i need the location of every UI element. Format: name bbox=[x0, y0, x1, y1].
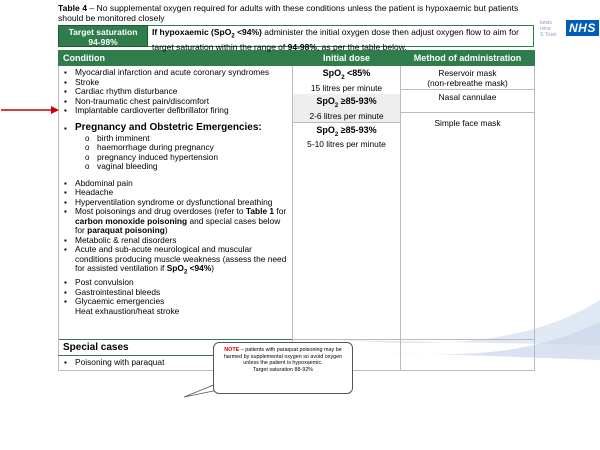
other-conditions-list bbox=[63, 179, 288, 317]
neuro-bold: SpO bbox=[166, 263, 184, 273]
neuro-sub: 2 bbox=[183, 269, 188, 276]
dose-1-sub: 2 bbox=[341, 74, 345, 81]
method-3-name: Simple face mask bbox=[434, 118, 501, 128]
poison-text-4: ) bbox=[164, 225, 168, 235]
caption-text: – No supplemental oxygen required for adults with these conditions unless the patient is hypoxaemic but patients should be monitored closely bbox=[58, 3, 519, 23]
trust-name: lands rvice S Trust bbox=[540, 20, 556, 38]
condition-item: ▪ Glycaemic emergencies bbox=[63, 297, 288, 307]
target-saturation-row bbox=[58, 25, 534, 52]
target-text-pre: If hypoxaemic (SpO bbox=[152, 27, 232, 37]
pregnancy-item: o vaginal bleeding bbox=[85, 162, 288, 172]
special-item-method bbox=[401, 356, 535, 371]
target-text-mid: <94%) bbox=[234, 27, 262, 37]
condition-item: ▪ Gastrointestinal bleeds bbox=[63, 288, 288, 298]
condition-item: ▪ Cardiac rhythm disturbance bbox=[63, 87, 288, 97]
nhs-logo: NHS bbox=[566, 20, 599, 36]
oxygen-table bbox=[58, 50, 535, 371]
special-empty-method bbox=[401, 340, 535, 356]
method-3 bbox=[401, 112, 534, 129]
conditions-cell bbox=[59, 66, 293, 340]
pregnancy-list bbox=[85, 134, 288, 172]
target-range: 94-98% bbox=[88, 37, 118, 47]
dose-3-flow: 5-10 litres per minute bbox=[307, 139, 386, 150]
dose-block-3 bbox=[293, 122, 400, 151]
method-1 bbox=[401, 66, 534, 89]
neuro-end: ) bbox=[211, 263, 215, 273]
condition-item: ▪ Non-traumatic chest pain/discomfort bbox=[63, 97, 288, 107]
method-2 bbox=[401, 89, 534, 112]
target-text-end: , as per the table below. bbox=[316, 41, 407, 52]
poison-bold-2: carbon monoxide poisoning bbox=[75, 215, 188, 226]
condition-item: ▪ Metabolic & renal disorders bbox=[63, 236, 288, 246]
dose-column-header: Initial dose bbox=[293, 51, 401, 66]
target-text-bold: 94-98% bbox=[287, 41, 317, 52]
special-cases-heading: Special cases bbox=[59, 340, 293, 356]
method-cell bbox=[401, 66, 535, 340]
dose-block-2 bbox=[293, 94, 400, 122]
dose-3-label: SpO bbox=[316, 124, 335, 135]
note-text: – patients with paraquat poisoning may be harmed by supplemental oxygen so avoid oxygen unless the patient is hypoxaemic. bbox=[223, 347, 343, 367]
special-item: ▪ Poisoning with paraquat bbox=[63, 358, 288, 368]
red-arrow-icon bbox=[1, 105, 59, 115]
dose-2-threshold: ≥85-93% bbox=[338, 95, 377, 106]
poison-text-3: and special cases below for bbox=[75, 215, 281, 235]
condition-item-neuro bbox=[63, 245, 288, 278]
condition-column-header: Condition bbox=[59, 51, 293, 66]
note-target: Target saturation 88-92% bbox=[252, 366, 314, 373]
dose-3-threshold: ≥85-93% bbox=[338, 124, 377, 135]
paraquat-note bbox=[213, 342, 353, 394]
dose-2-sub: 2 bbox=[334, 102, 339, 109]
dose-1-flow: 15 litres per minute bbox=[310, 82, 383, 93]
condition-item: ▪ Abdominal pain bbox=[63, 179, 288, 189]
dose-2-flow: 2-6 litres per minute bbox=[309, 110, 384, 121]
dose-cell bbox=[293, 66, 401, 340]
target-instructions bbox=[148, 25, 534, 52]
dose-2-label: SpO bbox=[316, 95, 335, 106]
note-label: NOTE bbox=[224, 347, 240, 353]
target-text-sub: 2 bbox=[231, 33, 235, 40]
conditions-list bbox=[63, 68, 288, 134]
dose-1-threshold: <85% bbox=[344, 68, 371, 78]
table-header-row bbox=[59, 51, 535, 66]
pregnancy-item: o pregnancy induced hypertension bbox=[85, 153, 288, 163]
target-saturation-box bbox=[58, 25, 148, 47]
dose-block-1 bbox=[293, 66, 400, 94]
poison-bold-3: paraquat poisoning bbox=[87, 225, 165, 235]
condition-item: ▪ Hyperventilation syndrome or dysfunctional breathing bbox=[63, 198, 288, 208]
condition-item: Heat exhaustion/heat stroke bbox=[75, 305, 180, 316]
table-slide bbox=[58, 3, 534, 371]
pregnancy-heading: ▪ Pregnancy and Obstetric Emergencies: bbox=[63, 122, 288, 134]
condition-item: ▪ Post convulsion bbox=[63, 278, 288, 288]
condition-item: ▪ Implantable cardioverter defibrillator firing bbox=[63, 106, 288, 116]
neuro-bold-2: <94% bbox=[187, 263, 212, 273]
neuro-text: Acute and sub-acute neurological and muscular conditions producing muscle weakness (assess the need for assisted ventilation if bbox=[75, 244, 287, 273]
condition-item: ▪ Headache bbox=[63, 188, 288, 198]
poison-text-1: Most poisonings and drug overdoses (refer to bbox=[75, 206, 246, 216]
method-2-name: Nasal cannulae bbox=[438, 92, 497, 102]
table-number: Table 4 bbox=[58, 3, 87, 13]
pregnancy-item: o birth imminent bbox=[85, 134, 288, 144]
condition-item-stroke: ▪ Stroke bbox=[63, 78, 288, 88]
poison-bold-1: Table 1 bbox=[245, 206, 275, 216]
table-caption bbox=[58, 3, 534, 23]
poison-text-2: for bbox=[274, 206, 287, 216]
condition-item: ▪ Myocardial infarction and acute coronary syndromes bbox=[63, 68, 288, 78]
condition-item-poisoning bbox=[63, 207, 288, 236]
conditions-row bbox=[59, 66, 535, 340]
pregnancy-item: o haemorrhage during pregnancy bbox=[85, 143, 288, 153]
method-1-detail: (non-rebreathe mask) bbox=[427, 78, 508, 88]
dose-3-sub: 2 bbox=[334, 131, 339, 138]
target-text-body: administer the initial oxygen dose then adjust oxygen flow to aim for target saturation within the range of bbox=[152, 27, 519, 52]
target-label: Target saturation bbox=[68, 27, 138, 37]
method-column-header: Method of administration bbox=[401, 51, 535, 66]
method-1-name: Reservoir mask bbox=[438, 68, 497, 78]
dose-1-label: SpO bbox=[322, 68, 342, 78]
